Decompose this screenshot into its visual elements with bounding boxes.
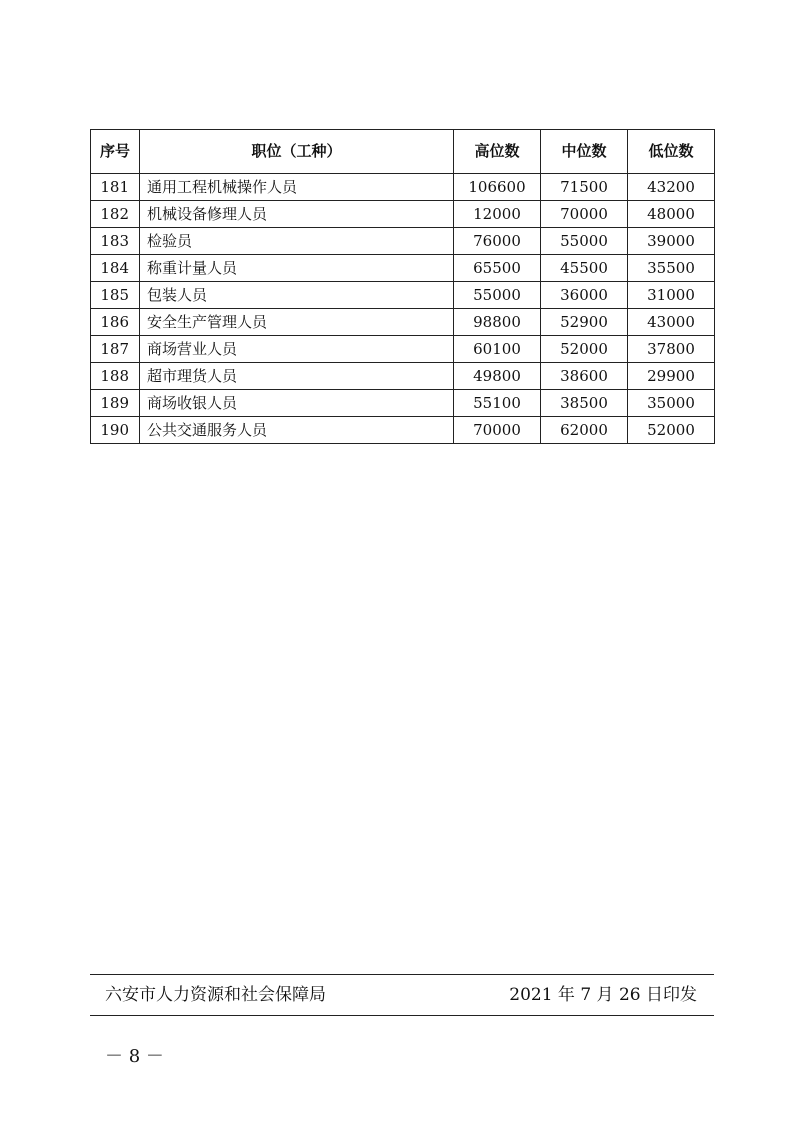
footer-print-date: 2021 年 7 月 26 日印发: [509, 985, 697, 1005]
cell-position: 安全生产管理人员: [140, 309, 454, 336]
table-row: [91, 282, 715, 309]
table-row: [91, 255, 715, 282]
table-row: [91, 417, 715, 444]
cell-low: 39000: [628, 228, 715, 255]
cell-median: 38500: [541, 390, 628, 417]
cell-seq: 185: [91, 282, 140, 309]
cell-position: 机械设备修理人员: [140, 201, 454, 228]
cell-low: 43000: [628, 309, 715, 336]
cell-seq: 187: [91, 336, 140, 363]
table-header-row: [91, 130, 715, 174]
cell-median: 71500: [541, 174, 628, 201]
salary-table: [90, 129, 715, 444]
cell-low: 48000: [628, 201, 715, 228]
footer-issuer: 六安市人力资源和社会保障局: [105, 985, 326, 1005]
cell-high: 12000: [454, 201, 541, 228]
cell-position: 包装人员: [140, 282, 454, 309]
cell-low: 35000: [628, 390, 715, 417]
footer-divider-top: [90, 974, 714, 975]
cell-position: 通用工程机械操作人员: [140, 174, 454, 201]
cell-seq: 183: [91, 228, 140, 255]
cell-low: 35500: [628, 255, 715, 282]
cell-high: 55000: [454, 282, 541, 309]
cell-low: 52000: [628, 417, 715, 444]
cell-high: 65500: [454, 255, 541, 282]
cell-position: 超市理货人员: [140, 363, 454, 390]
cell-seq: 190: [91, 417, 140, 444]
cell-position: 商场收银人员: [140, 390, 454, 417]
cell-median: 52000: [541, 336, 628, 363]
cell-median: 70000: [541, 201, 628, 228]
table-row: [91, 363, 715, 390]
table-row: [91, 201, 715, 228]
cell-seq: 181: [91, 174, 140, 201]
footer-divider-bottom: [90, 1015, 714, 1016]
table-row: [91, 228, 715, 255]
header-low: 低位数: [628, 130, 715, 174]
cell-position: 称重计量人员: [140, 255, 454, 282]
cell-high: 98800: [454, 309, 541, 336]
cell-low: 37800: [628, 336, 715, 363]
table-row: [91, 174, 715, 201]
table-row: [91, 336, 715, 363]
header-position: 职位（工种）: [140, 130, 454, 174]
header-high: 高位数: [454, 130, 541, 174]
cell-seq: 189: [91, 390, 140, 417]
cell-position: 公共交通服务人员: [140, 417, 454, 444]
cell-median: 45500: [541, 255, 628, 282]
cell-position: 商场营业人员: [140, 336, 454, 363]
cell-high: 49800: [454, 363, 541, 390]
cell-median: 38600: [541, 363, 628, 390]
cell-median: 52900: [541, 309, 628, 336]
cell-seq: 186: [91, 309, 140, 336]
cell-low: 29900: [628, 363, 715, 390]
cell-high: 60100: [454, 336, 541, 363]
cell-low: 43200: [628, 174, 715, 201]
cell-median: 36000: [541, 282, 628, 309]
cell-median: 62000: [541, 417, 628, 444]
cell-high: 76000: [454, 228, 541, 255]
cell-high: 106600: [454, 174, 541, 201]
cell-seq: 184: [91, 255, 140, 282]
header-seq: 序号: [91, 130, 140, 174]
cell-position: 检验员: [140, 228, 454, 255]
cell-high: 55100: [454, 390, 541, 417]
cell-seq: 188: [91, 363, 140, 390]
cell-low: 31000: [628, 282, 715, 309]
cell-high: 70000: [454, 417, 541, 444]
header-median: 中位数: [541, 130, 628, 174]
table-row: [91, 309, 715, 336]
cell-median: 55000: [541, 228, 628, 255]
cell-seq: 182: [91, 201, 140, 228]
table-row: [91, 390, 715, 417]
page-number: － 8 －: [105, 1046, 164, 1067]
